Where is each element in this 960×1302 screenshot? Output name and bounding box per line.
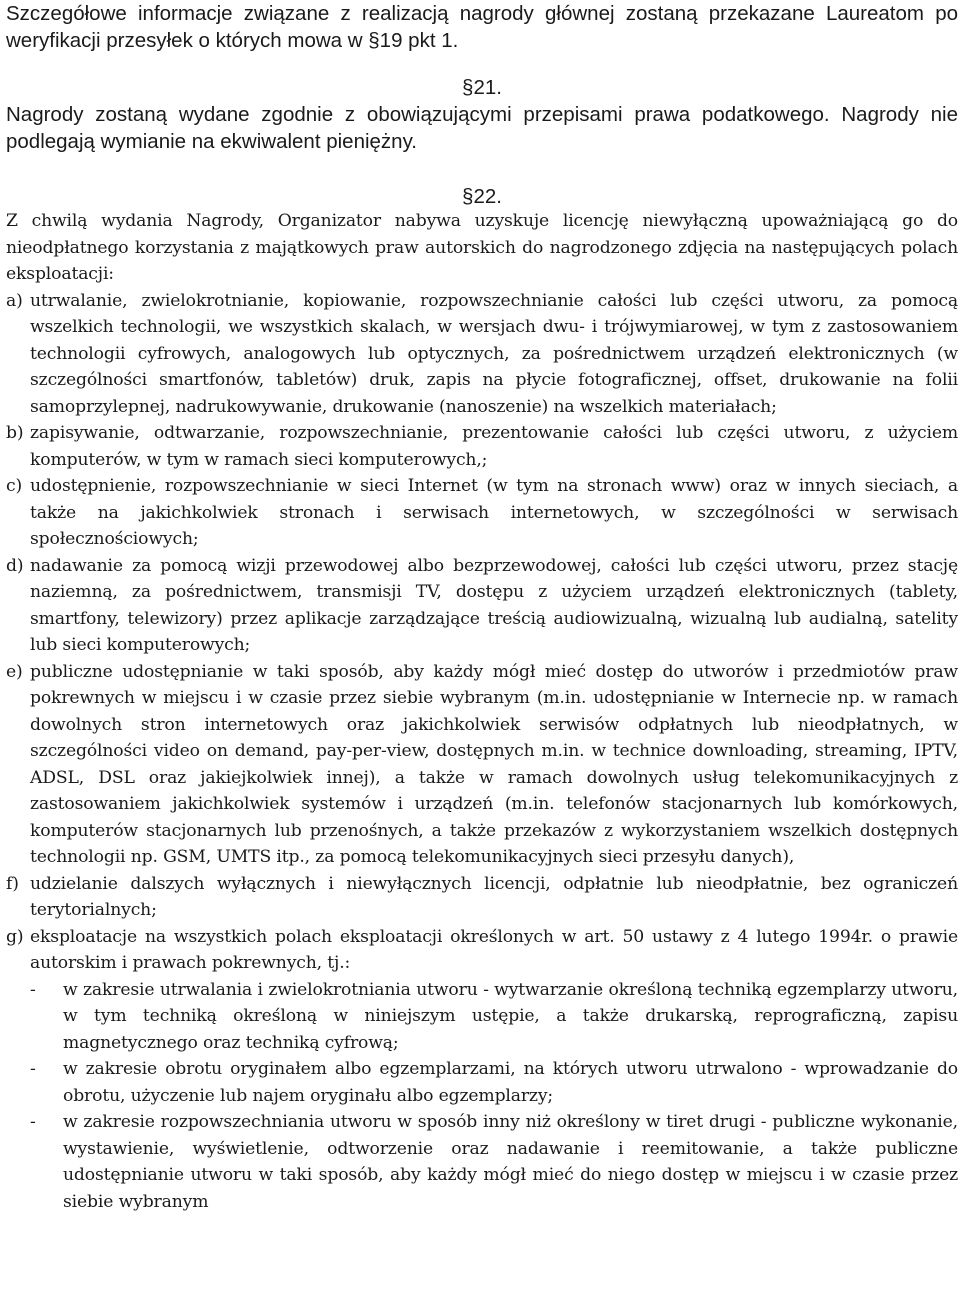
- list-item: [6, 659, 958, 871]
- list-item-label: d): [6, 555, 24, 576]
- list-item-label: a): [6, 290, 23, 311]
- dash-item: [28, 977, 958, 1057]
- list-item-text: eksploatacje na wszystkich polach eksploatacji określonych w art. 50 ustawy z 4 lutego 1994r. o prawie autorskim i prawach pokrewnych, tj.:: [30, 926, 958, 973]
- dash-item: [28, 1056, 958, 1109]
- list-item: [6, 288, 958, 421]
- list-item-text: utrwalanie, zwielokrotnianie, kopiowanie, rozpowszechnianie całości lub części utworu, za pomocą wszelkich technologii, we wszystkich skalach, w wersjach dwu- i trójwymiarowej, w tym z zastosowaniem technologii cyfrowych, analogowych lub optycznych, za pośrednictwem urządzeń elektronicznych (w szczególności smartfonów, tabletów) druk, zapis na płycie fotograficznej, offset, drukowanie na folii samoprzylepnej, nadrukowywanie, drukowanie (nanoszenie) na wszelkich materiałach;: [30, 290, 958, 417]
- dash-item-label: -: [30, 979, 36, 1000]
- section-22-body: [6, 208, 958, 1215]
- list-item: [6, 473, 958, 553]
- list-item-text: zapisywanie, odtwarzanie, rozpowszechnianie, prezentowanie całości lub części utworu, z użyciem komputerów, w tym w ramach sieci komputerowych,;: [30, 423, 958, 470]
- exploitation-fields-list: [6, 288, 958, 977]
- list-item-label: e): [6, 661, 23, 682]
- list-item-label: c): [6, 476, 23, 496]
- list-item: [6, 420, 958, 473]
- list-item-text: udzielanie dalszych wyłącznych i niewyłącznych licencji, odpłatnie lub nieodpłatnie, bez ograniczeń terytorialnych;: [30, 873, 958, 920]
- dash-item-text: w zakresie utrwalania i zwielokrotniania utworu - wytwarzanie określoną techniką egzemplarzy utworu, w tym techniką określoną w niniejszym ustępie, a także drukarską, reprograficzną, zapisu magnetycznego oraz techniką cyfrową;: [63, 979, 958, 1053]
- list-item-label: f): [6, 873, 19, 894]
- list-item-text: udostępnienie, rozpowszechnianie w sieci Internet (w tym na stronach www) oraz w innych sieciach, a także na jakichkolwiek stronach i serwisach internetowych, w szczególności w serwisach społecznościowych;: [30, 476, 958, 549]
- dash-item-label: -: [30, 1059, 36, 1079]
- section-21-text: Nagrody zostaną wydane zgodnie z obowiązującymi przepisami prawa podatkowego. Nagrody nie podlegają wymianie na ekwiwalent pieniężny.: [6, 103, 958, 154]
- list-item-text: publiczne udostępnianie w taki sposób, aby każdy mógł mieć dostęp do utworów i przedmiotów praw pokrewnych w miejscu i w czasie przez siebie wybranym (m.in. udostępnianie w Internecie np. w ramach dowolnych stron internetowych oraz jakichkolwiek serwisów odpłatnych lub nieodpłatnych, w szczególności video on demand, pay-per-view, dostępnych m.in. w technice downloading, streaming, IPTV, ADSL, DSL oraz jakiejkolwiek innej), a także w ramach dowolnych usług telekomunikacyjnych z zastosowaniem jakichkolwiek systemów i urządzeń (m.in. telefonów stacjonarnych lub komórkowych, komputerów stacjonarnych lub przenośnych, a także przekazów z wykorzystaniem wszelkich dostępnych technologii np. GSM, UMTS itp., za pomocą telekomunikacyjnych sieci przesyłu danych),: [30, 661, 958, 867]
- list-item: [6, 924, 958, 977]
- dash-item-text: w zakresie obrotu oryginałem albo egzemplarzami, na których utworu utrwalono - wprowadzanie do obrotu, użyczenie lub najem oryginału albo egzemplarzy;: [63, 1059, 958, 1106]
- list-item: [6, 553, 958, 659]
- intro-paragraph: Szczegółowe informacje związane z realizacją nagrody głównej zostaną przekazane Laureatom po weryfikacji przesyłek o których mowa w §19 pkt 1.: [6, 2, 958, 53]
- list-item-label: g): [6, 926, 24, 947]
- section-22-heading: §22.: [462, 185, 502, 208]
- section-22-intro: Z chwilą wydania Nagrody, Organizator nabywa uzyskuje licencję niewyłączną upoważniającą go do nieodpłatnego korzystania z majątkowych praw autorskich do nagrodzonego zdjęcia na następujących polach eksploatacji:: [6, 211, 958, 284]
- dash-item-label: -: [30, 1112, 36, 1132]
- dash-item-text: w zakresie rozpowszechniania utworu w sposób inny niż określony w tiret drugi - publiczne wykonanie, wystawienie, wyświetlenie, odtworzenie oraz nadawanie i reemitowanie, a także publiczne udostępnianie utworu w taki sposób, aby każdy mógł mieć do niego dostęp w miejscu i w czasie przez siebie wybranym: [63, 1112, 958, 1212]
- exploitation-subfields-list: [6, 977, 958, 1216]
- section-21-heading: §21.: [462, 76, 502, 99]
- list-item-label: b): [6, 423, 24, 443]
- dash-item: [28, 1109, 958, 1215]
- list-item: [6, 871, 958, 924]
- list-item-text: nadawanie za pomocą wizji przewodowej albo bezprzewodowej, całości lub części utworu, przez stację naziemną, za pośrednictwem, transmisji TV, dostępu z użyciem urządzeń elektronicznych (tablety, smartfony, telewizory) przez aplikacje zarządzające treścią audiowizualną, wizualną lub audialną, satelity lub sieci komputerowych;: [30, 555, 958, 655]
